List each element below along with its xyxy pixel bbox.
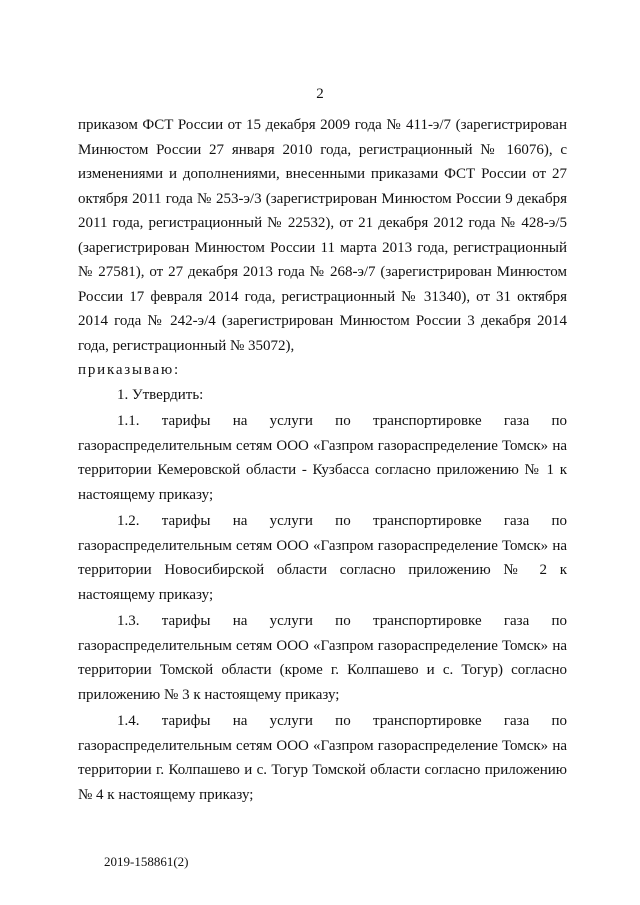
document-body bbox=[78, 113, 567, 807]
document-code: 2019-158861(2) bbox=[104, 854, 189, 869]
intro-paragraph: приказом ФСТ России от 15 декабря 2009 года № 411-э/7 (зарегистрирован Минюстом России 27 января 2010 года, регистрационный № 16076), с изменениями и дополнениями, внесенными приказами ФСТ России от 27 октября 2011 года № 253-э/3 (зарегистрирован Минюстом России 9 декабря 2011 года, регистрационный № 22532), от 21 декабря 2012 года № 428-э/5 (зарегистрирован Минюстом России 11 марта 2013 года, регистрационный № 27581), от 27 декабря 2013 года № 268-э/7 (зарегистрирован Минюстом России 17 февраля 2014 года, регистрационный № 31340), от 31 октября 2014 года № 242-э/4 (зарегистрирован Минюстом России 3 декабря 2014 года, регистрационный № 35072), bbox=[78, 117, 567, 354]
item-1-4: 1.4. тарифы на услуги по транспортировке газа по газораспределительным сетям ООО «Газпром газораспределение Томск» на территории г. Колпашево и с. Тогур Томской области согласно приложению № 4 к настоящему приказу; bbox=[78, 713, 567, 803]
item-1-1: 1.1. тарифы на услуги по транспортировке газа по газораспределительным сетям ООО «Газпром газораспределение Томск» на территории Кемеровской области - Кузбасса согласно приложению № 1 к настоящему приказу; bbox=[78, 413, 567, 503]
page-number: 2 bbox=[316, 86, 324, 102]
item-1: 1. Утвердить: bbox=[117, 386, 204, 403]
order-word: приказываю: bbox=[78, 362, 180, 378]
item-1-2: 1.2. тарифы на услуги по транспортировке газа по газораспределительным сетям ООО «Газпром газораспределение Томск» на территории Новосибирской области согласно приложению № 2 к настоящему приказу; bbox=[78, 513, 567, 603]
item-1-3: 1.3. тарифы на услуги по транспортировке газа по газораспределительным сетям ООО «Газпром газораспределение Томск» на территории Томской области (кроме г. Колпашево и с. Тогур) согласно приложению № 3 к настоящему приказу; bbox=[78, 613, 567, 703]
